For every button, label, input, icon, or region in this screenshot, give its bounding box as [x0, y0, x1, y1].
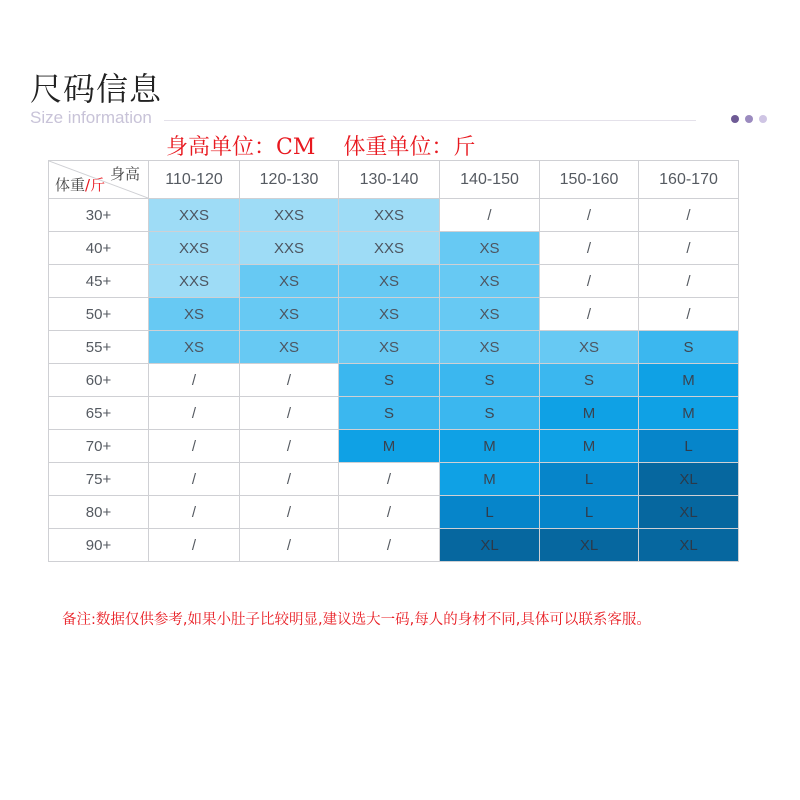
size-cell: M: [440, 463, 540, 496]
table-row: [49, 331, 739, 364]
page-title: 尺码信息: [30, 70, 163, 108]
size-cell: M: [540, 430, 639, 463]
size-cell: XS: [240, 331, 339, 364]
empty-size-cell: /: [540, 298, 639, 331]
size-cell: L: [540, 463, 639, 496]
size-cell: XL: [540, 529, 639, 562]
size-cell: XS: [440, 331, 540, 364]
weight-cell: 80+: [49, 496, 149, 529]
size-cell: M: [639, 397, 739, 430]
unit-legend: [166, 130, 475, 161]
weight-cell: 70+: [49, 430, 149, 463]
empty-size-cell: /: [639, 298, 739, 331]
weight-cell: 75+: [49, 463, 149, 496]
empty-size-cell: /: [149, 397, 240, 430]
page-subtitle: Size information: [30, 108, 152, 127]
weight-cell: 90+: [49, 529, 149, 562]
header-row: [49, 161, 739, 199]
size-cell: XS: [149, 331, 240, 364]
size-cell: S: [440, 397, 540, 430]
column-header: 160-170: [639, 161, 739, 199]
column-header: 130-140: [339, 161, 440, 199]
weight-cell: 45+: [49, 265, 149, 298]
size-cell: XXS: [149, 265, 240, 298]
weight-unit-label: 体重单位：斤: [343, 135, 476, 160]
size-cell: XS: [339, 331, 440, 364]
size-cell: XXS: [149, 232, 240, 265]
size-cell: M: [540, 397, 639, 430]
table-row: [49, 232, 739, 265]
size-cell: L: [440, 496, 540, 529]
empty-size-cell: /: [639, 232, 739, 265]
size-cell: XS: [440, 232, 540, 265]
table-row: [49, 298, 739, 331]
empty-size-cell: /: [540, 265, 639, 298]
weight-cell: 55+: [49, 331, 149, 364]
size-cell: XXS: [240, 199, 339, 232]
weight-cell: 30+: [49, 199, 149, 232]
table-row: [49, 265, 739, 298]
empty-size-cell: /: [540, 199, 639, 232]
empty-size-cell: /: [240, 430, 339, 463]
empty-size-cell: /: [540, 232, 639, 265]
size-cell: XS: [240, 265, 339, 298]
dot-3: [759, 115, 767, 123]
size-cell: XS: [339, 265, 440, 298]
empty-size-cell: /: [339, 529, 440, 562]
table-row: [49, 199, 739, 232]
size-cell: XS: [149, 298, 240, 331]
weight-cell: 50+: [49, 298, 149, 331]
table-row: [49, 397, 739, 430]
empty-size-cell: /: [339, 496, 440, 529]
size-cell: M: [339, 430, 440, 463]
empty-size-cell: /: [639, 265, 739, 298]
title-divider: [164, 120, 696, 121]
empty-size-cell: /: [339, 463, 440, 496]
size-cell: XS: [440, 265, 540, 298]
size-cell: XL: [639, 529, 739, 562]
empty-size-cell: /: [149, 529, 240, 562]
dot-1: [731, 115, 739, 123]
size-cell: L: [540, 496, 639, 529]
dot-2: [745, 115, 753, 123]
empty-size-cell: /: [639, 199, 739, 232]
size-cell: XS: [540, 331, 639, 364]
size-cell: S: [540, 364, 639, 397]
size-cell: S: [440, 364, 540, 397]
weight-axis-unit: /斤: [85, 176, 106, 194]
empty-size-cell: /: [149, 496, 240, 529]
table-row: [49, 463, 739, 496]
empty-size-cell: /: [240, 397, 339, 430]
height-axis-label: 身高: [109, 165, 140, 183]
table-row: [49, 496, 739, 529]
table-row: [49, 430, 739, 463]
footnote: 备注:数据仅供参考,如果小肚子比较明显,建议选大一码,每人的身材不同,具体可以联系客服。: [62, 612, 651, 628]
size-cell: S: [339, 364, 440, 397]
weight-cell: 40+: [49, 232, 149, 265]
empty-size-cell: /: [149, 364, 240, 397]
size-cell: S: [639, 331, 739, 364]
column-header: 150-160: [540, 161, 639, 199]
size-cell: XL: [639, 463, 739, 496]
size-cell: XL: [639, 496, 739, 529]
empty-size-cell: /: [240, 364, 339, 397]
table-row: [49, 529, 739, 562]
size-cell: XXS: [240, 232, 339, 265]
size-table-body: [49, 199, 739, 562]
empty-size-cell: /: [240, 529, 339, 562]
column-header: 140-150: [440, 161, 540, 199]
empty-size-cell: /: [149, 430, 240, 463]
size-cell: XS: [440, 298, 540, 331]
size-cell: XXS: [339, 199, 440, 232]
size-cell: S: [339, 397, 440, 430]
weight-axis-label: [55, 174, 105, 195]
size-cell: XL: [440, 529, 540, 562]
weight-cell: 60+: [49, 364, 149, 397]
size-cell: XS: [339, 298, 440, 331]
size-cell: XXS: [149, 199, 240, 232]
empty-size-cell: /: [440, 199, 540, 232]
size-cell: L: [639, 430, 739, 463]
column-header: 120-130: [240, 161, 339, 199]
table-row: [49, 364, 739, 397]
size-cell: XS: [240, 298, 339, 331]
height-unit-label: 身高单位：CM: [166, 135, 316, 160]
empty-size-cell: /: [149, 463, 240, 496]
size-cell: M: [440, 430, 540, 463]
empty-size-cell: /: [240, 463, 339, 496]
weight-cell: 65+: [49, 397, 149, 430]
column-header: 110-120: [149, 161, 240, 199]
size-cell: M: [639, 364, 739, 397]
weight-axis-text: 体重: [55, 176, 86, 194]
corner-cell: [49, 161, 149, 199]
size-table: [48, 160, 739, 562]
size-cell: XXS: [339, 232, 440, 265]
empty-size-cell: /: [240, 496, 339, 529]
